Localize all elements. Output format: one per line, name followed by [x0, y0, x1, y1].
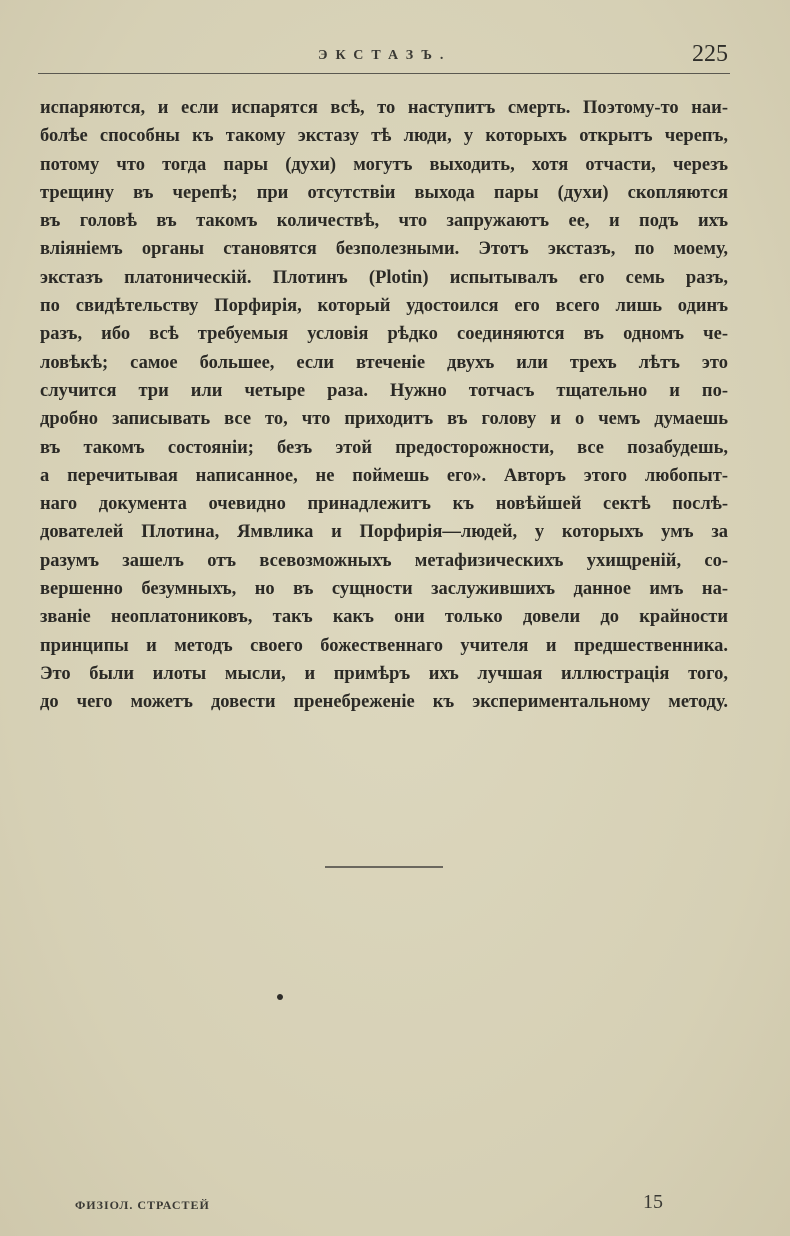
- body-text: [40, 94, 728, 717]
- section-end-rule: [325, 866, 443, 868]
- page-number: 225: [692, 41, 728, 67]
- text-line: экстазъ платоническій. Плотинъ (Plotin) испытывалъ его семь разъ,: [40, 267, 728, 288]
- text-line: потому что тогда пары (духи) могутъ выходить, хотя отчасти, черезъ: [40, 154, 728, 175]
- text-line: разъ, ибо всѣ требуемыя условія рѣдко соединяются въ одномъ че-: [40, 324, 728, 345]
- ink-speck: [277, 994, 283, 1000]
- text-line: вліяніемъ органы становятся безполезными. Этотъ экстазъ, по моему,: [40, 239, 728, 260]
- printer-signature: ФИЗІОЛ. СТРАСТЕЙ: [75, 1198, 210, 1212]
- text-line: испаряются, и если испарятся всѣ, то наступитъ смерть. Поэтому-то наи-: [40, 98, 728, 118]
- text-line: болѣе способны къ такому экстазу тѣ люди, у которыхъ открытъ черепъ,: [40, 126, 728, 147]
- header-rule: [38, 73, 730, 74]
- text-line: разумъ зашелъ отъ всевозможныхъ метафизическихъ ухищреній, со-: [40, 550, 728, 571]
- running-title: ЭКСТАЗЪ.: [318, 48, 452, 63]
- text-line: Это были илоты мысли, и примѣръ ихъ лучшая иллюстрація того,: [40, 663, 728, 684]
- text-line: трещину въ черепѣ; при отсутствіи выхода пары (духи) скопляются: [40, 182, 728, 203]
- text-line: принципы и методъ своего божественнаго учителя и предшественника.: [40, 635, 728, 656]
- text-line: наго документа очевидно принадлежитъ къ новѣйшей сектѣ послѣ-: [40, 494, 728, 515]
- text-line: дробно записывать все то, что приходитъ въ голову и о чемъ думаешь: [40, 409, 728, 430]
- text-line: по свидѣтельству Порфирія, который удостоился его всего лишь одинъ: [40, 296, 728, 317]
- text-line: ловѣкѣ; самое большее, если втеченіе двухъ или трехъ лѣтъ это: [40, 352, 728, 373]
- text-line: дователей Плотина, Ямвлика и Порфирія—людей, у которыхъ умъ за: [40, 522, 728, 543]
- text-line: въ такомъ состояніи; безъ этой предосторожности, все позабудешь,: [40, 437, 728, 458]
- text-line: а перечитывая написанное, не поймешь его». Авторъ этого любопыт-: [40, 465, 728, 486]
- text-line: въ головѣ въ такомъ количествѣ, что запружаютъ ее, и подъ ихъ: [40, 211, 728, 232]
- text-line: случится три или четыре раза. Нужно тотчасъ тщательно и по-: [40, 380, 728, 401]
- text-line: до чего можетъ довести пренебреженіе къ экспериментальному методу.: [40, 692, 728, 713]
- sheet-number: 15: [643, 1191, 663, 1213]
- text-line: званіе неоплатониковъ, такъ какъ они только довели до крайности: [40, 607, 728, 628]
- text-line: вершенно безумныхъ, но въ сущности заслужившихъ данное имъ на-: [40, 579, 728, 600]
